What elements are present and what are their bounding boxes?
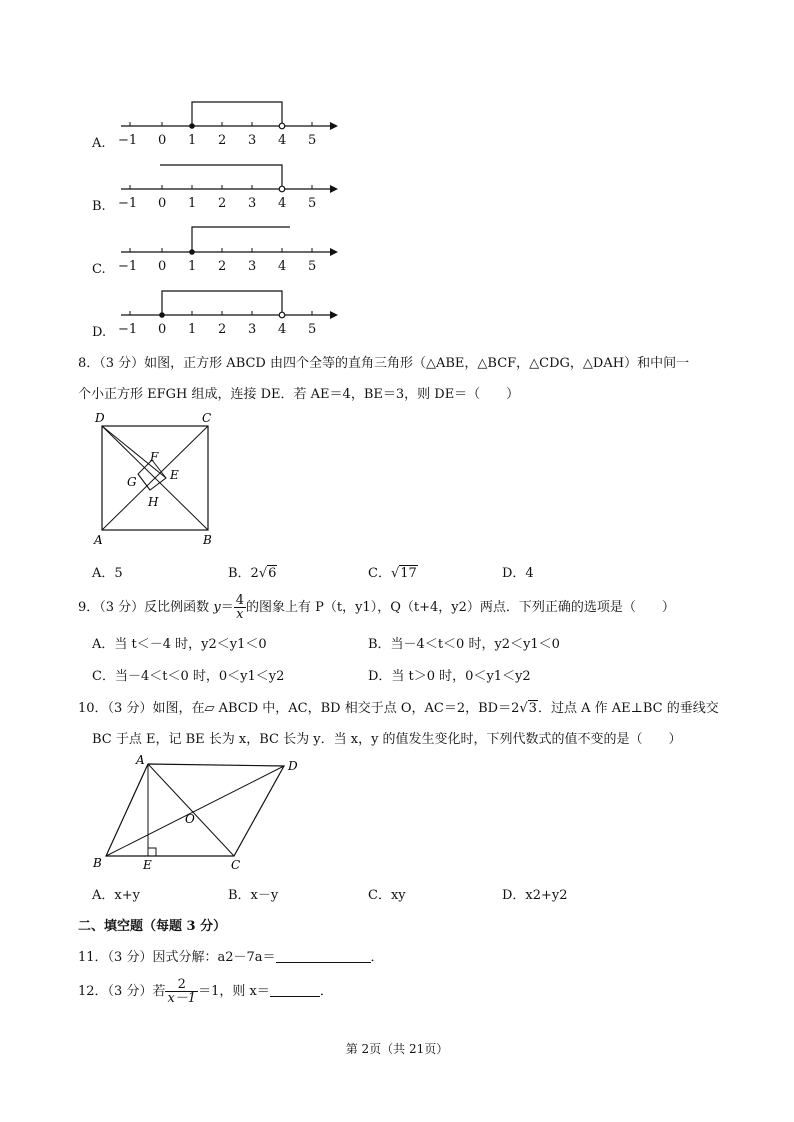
tick-label: 2 <box>218 133 227 148</box>
q10-line1-suffix: ．过点 A 作 AE⊥BC 的垂线交 <box>537 701 719 716</box>
number-line-c <box>121 227 338 256</box>
q12-mid: ＝1，则 x＝ <box>198 984 270 999</box>
fig-label: B <box>93 856 102 870</box>
q9-stem-suffix: 的图象上有 P（t，y1），Q（t+4，y2）两点．下列正确的选项是（ ） <box>245 600 675 615</box>
tick-label: 3 <box>248 133 257 148</box>
q10-line1-radicand: 3 <box>528 701 537 716</box>
tick-label: 3 <box>248 259 257 274</box>
tick-label: 1 <box>188 322 197 337</box>
tick-label: −1 <box>118 196 138 211</box>
tick-label: 5 <box>308 196 317 211</box>
number-line-a <box>121 102 338 130</box>
q12-fraction <box>165 978 198 1005</box>
fig-label: A <box>94 533 103 547</box>
tick-label: 0 <box>158 322 167 337</box>
tick-label: 5 <box>308 322 317 337</box>
q11-text: 11．（3 分）因式分解：a2－7a＝ <box>78 950 276 965</box>
q9-fraction <box>234 594 246 621</box>
tick-label: 2 <box>218 196 227 211</box>
q9-frac-num: 4 <box>235 593 244 608</box>
tick-label: 4 <box>278 196 287 211</box>
q12-frac-den: x－1 <box>167 991 197 1006</box>
tick-label: 0 <box>158 196 167 211</box>
fig-label: H <box>148 495 159 509</box>
tick-label: 3 <box>248 196 257 211</box>
number-line-b <box>121 165 338 193</box>
q10-stem-line2: BC 于点 E，记 BE 长为 x，BC 长为 y．当 x，y 的值发生变化时，下列代数式的值不变的是（ ） <box>92 732 682 747</box>
tick-label: 4 <box>278 259 287 274</box>
q12-answer-blank[interactable] <box>270 984 320 997</box>
tick-label: 2 <box>218 322 227 337</box>
fig-label: A <box>136 753 145 767</box>
q9-option-b: B．当－4＜t＜0 时，y2＜y1＜0 <box>368 637 560 652</box>
q8-option-b-prefix: B．2 <box>228 566 259 581</box>
fig-label: G <box>127 475 137 489</box>
q11-answer-blank[interactable] <box>276 950 371 963</box>
q9-frac-den: x <box>236 607 244 622</box>
q8-option-c-prefix: C． <box>368 566 391 581</box>
q8-option-a: A．5 <box>92 566 123 581</box>
q7-option-d-label: D. <box>92 325 107 340</box>
fig-label: C <box>231 858 241 872</box>
q8-option-b <box>228 562 277 581</box>
q7-option-b-label: B. <box>92 199 106 214</box>
fig-label: F <box>150 450 159 464</box>
q11-stem <box>78 946 384 965</box>
q10-option-d: D．x2+y2 <box>502 888 568 903</box>
q8-option-d: D．4 <box>502 566 534 581</box>
fig-label: D <box>288 759 298 773</box>
fig-label: B <box>203 533 212 547</box>
fig-label: E <box>143 858 152 872</box>
q9-func-y: y <box>213 600 221 615</box>
q10-line1-prefix: 10．（3 分）如图，在▱ ABCD 中，AC，BD 相交于点 O，AC＝2，BD＝2 <box>78 701 520 716</box>
tick-label: 1 <box>188 259 197 274</box>
tick-label: 4 <box>278 133 287 148</box>
tick-label: 0 <box>158 259 167 274</box>
q9-func-eq: ＝ <box>220 600 234 615</box>
tick-label: 0 <box>158 133 167 148</box>
fig-label: E <box>170 468 179 482</box>
sqrt-symbol: √ <box>390 566 400 581</box>
fig-label: C <box>202 411 212 425</box>
tick-label: 1 <box>188 133 197 148</box>
tick-label: 2 <box>218 259 227 274</box>
q7-option-c-label: C. <box>92 262 106 277</box>
tick-label: −1 <box>118 133 138 148</box>
q12-period: ． <box>319 984 333 999</box>
q12-prefix: 12．（3 分）若 <box>78 984 166 999</box>
section-title: 二、填空题（每题 3 分） <box>78 919 227 934</box>
page-footer: 第 2页（共 21页） <box>345 1042 449 1056</box>
q8-option-b-radicand: 6 <box>268 566 277 581</box>
q9-option-d: D．当 t＞0 时，0＜y1＜y2 <box>368 669 531 684</box>
q8-option-c <box>368 562 418 581</box>
q9-option-c: C．当－4＜t＜0 时，0＜y1＜y2 <box>92 669 285 684</box>
q8-square-figure <box>90 408 220 548</box>
q8-stem-line2: 个小正方形 EFGH 组成，连接 DE．若 AE＝4，BE＝3，则 DE＝（ ） <box>78 387 520 402</box>
q9-stem-prefix: 9．（3 分）反比例函数 <box>78 600 210 615</box>
sqrt-symbol: √ <box>519 701 528 716</box>
tick-label: 1 <box>188 196 197 211</box>
q11-period: ． <box>370 950 384 965</box>
q12-stem <box>78 978 333 1005</box>
tick-label: 5 <box>308 133 317 148</box>
q10-option-b: B．x－y <box>228 888 279 903</box>
q12-frac-num: 2 <box>165 978 198 992</box>
q8-option-c-radicand: 17 <box>400 566 417 581</box>
q7-option-a-label: A. <box>92 136 106 151</box>
q9-stem <box>78 594 675 621</box>
tick-label: −1 <box>118 322 138 337</box>
q7-number-lines <box>0 95 400 345</box>
tick-label: −1 <box>118 259 138 274</box>
q10-stem-line1 <box>78 697 719 716</box>
q10-option-a: A．x+y <box>92 888 140 903</box>
fig-label: O <box>185 812 195 826</box>
tick-label: 3 <box>248 322 257 337</box>
q10-option-c: C．xy <box>368 888 406 903</box>
q8-stem-line1: 8．（3 分）如图，正方形 ABCD 由四个全等的直角三角形（△ABE，△BCF，△CDG，△DAH）和中间一 <box>78 356 690 371</box>
tick-label: 4 <box>278 322 287 337</box>
tick-label: 5 <box>308 259 317 274</box>
q10-parallelogram-figure <box>88 750 308 878</box>
fig-label: D <box>95 411 105 425</box>
sqrt-symbol: √ <box>258 566 268 581</box>
q9-option-a: A．当 t＜－4 时，y2＜y1＜0 <box>92 637 267 652</box>
number-line-d <box>121 291 338 319</box>
